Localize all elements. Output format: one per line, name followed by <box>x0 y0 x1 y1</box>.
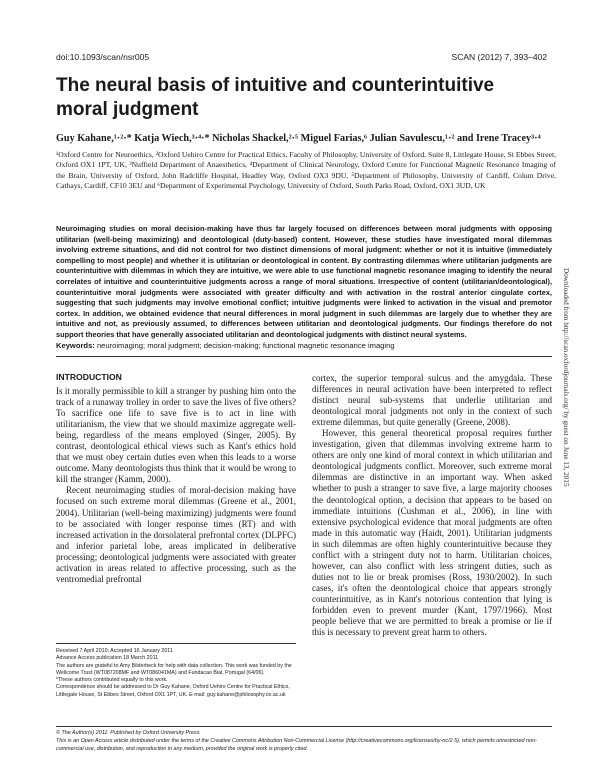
footnote: *These authors contributed equally to this work. <box>56 677 168 684</box>
download-watermark: Downloaded from http://scan.oxfordjournals.org/ by guest on June 13, 2015 <box>562 268 570 487</box>
doi: doi:10.1093/scan/nsr005 <box>56 52 150 62</box>
paragraph: Recent neuroimaging studies of moral-decision making have focused on such extreme moral dilemmas (Greene et al., 2001, 2004). Utilitarian (well-being maximizing) judgments were found to be associated with longer response times (RT) and with increased activation in the dorsolateral prefrontal cortex (DLPFC) and inferior parietal lobe, areas implicated in deliberative processing; deontological judgments were associated with greater activation in areas related to affective processing, such as the ventromedial prefrontal <box>56 485 296 584</box>
keywords-text: neuroimaging; moral judgment; decision-making; functional magnetic resonance imaging <box>96 341 395 350</box>
license-divider <box>56 726 552 727</box>
section-divider <box>56 356 552 357</box>
footnote: Correspondence should be addressed to Dr Guy Kahane, Oxford Uehiro Centre for Practical Ethics, Littlegate House, St Ebbes Street, Oxford OX1 1PT, UK. E-mail: guy.kahane@philosophy.ox.ac.uk <box>56 684 290 698</box>
footnote: The authors are grateful to Amy Bilderbeck for help with data collection. This work was funded by the Wellcome Trust (WT087208MF and WT086041MA) and Fundacao Bial, Portugal (64/06). <box>56 662 292 676</box>
keywords-label: Keywords: <box>56 341 95 350</box>
author-list: Guy Kahane,¹·²·* Katja Wiech,³·⁴·* Nicholas Shackel,²·⁵ Miguel Farias,⁶ Julian Savulescu,¹·² and Irene Tracey³·⁴ <box>56 133 541 144</box>
paragraph: Is it morally permissible to kill a stranger by pushing him onto the track of a runaway trolley in order to save the lives of five others? To sacrifice one life to save five is to act in line with utilitarianism, the view that we should maximize aggregate well-being, regardless of the means employed (Singer, 2005). By contrast, deontological ethical views such as Kant's ethics hold that we must obey certain duties even when this leads to a worse outcome. Many deontologists thus think that it would be wrong to kill the stranger (Kamm, 2000). <box>56 386 296 485</box>
section-heading: INTRODUCTION <box>56 372 122 382</box>
footnote: Received 7 April 2010; Accepted 16 January 2011 <box>56 648 173 654</box>
license <box>56 730 556 753</box>
paragraph: cortex, the superior temporal sulcus and the amygdala. These differences in neural activation have been interpreted to reflect distinct neural sub-systems that underlie utilitarian and deontological moral judgments not only in the context of such extreme dilemmas, but quite generally (Greene, 2008). <box>312 373 552 428</box>
abstract: Neuroimaging studies on moral decision-making have thus far largely focused on differences between moral judgments with opposing utilitarian (well-being maximizing) and deontological (duty-based) content. However, these studies have investigated moral dilemmas involving extreme situations, and did not control for two distinct dimensions of moral judgment: whether or not it is intuitive (immediately compelling to most people) and whether it is utilitarian or deontological in content. By contrasting dilemmas where utilitarian judgments are counterintuitive with dilemmas in which they are intuitive, we were able to use functional magnetic resonance imaging to identify the neural correlates of intuitive and counterintuitive judgments across a range of moral situations. Irrespective of content (utilitarian/deontological), counterintuitive moral judgments were associated with greater difficulty and with activation in the rostral anterior cingulate cortex, suggesting that such judgments may involve emotional conflict; intuitive judgments were linked to activation in the visual and premotor cortex. In addition, we obtained evidence that neural differences in moral judgment in such dilemmas are largely due to whether they are intuitive and not, as previously assumed, to differences between utilitarian and deontological judgments. Our findings therefore do not support theories that have generally associated utilitarian and deontological judgments with distinct neural systems. <box>56 224 552 339</box>
keywords <box>56 341 395 350</box>
footnotes <box>56 648 296 699</box>
right-column <box>312 373 552 638</box>
license-text: This is an Open Access article distributed under the terms of the Creative Commons Attribution Non-Commercial License (http://creativecommons.org/licenses/by-nc/2.5), which permits unrestricted non-commercial use, distribution, and reproduction in any medium, provided the original work is properly cited. <box>56 737 537 752</box>
journal-citation: SCAN (2012) 7, 393–402 <box>451 52 547 62</box>
paper-title: The neural basis of intuitive and counterintuitive moral judgment <box>56 75 495 120</box>
footnote: Advance Access publication 18 March 2011 <box>56 655 159 662</box>
affiliations: ¹Oxford Centre for Neuroethics, ²Oxford Uehiro Centre for Practical Ethics, Faculty of Philosophy, University of Oxford, Suite 8, Littlegate House, St Ebbes Street, Oxford OX1 1PT, UK, ³Nuffield Department of Anaesthetics, ⁴Department of Clinical Neurology, Oxford Centre for Functional Magnetic Resonance Imaging of the Brain, University of Oxford, John Radcliffe Hospital, Headley Way, Oxford OX3 9DU, ⁵Department of Philosophy, University of Cardiff, Colum Drive, Cathays, Cardiff, CF10 3EU and ⁶Department of Experimental Psychology, University of Oxford, South Parks Road, Oxford, OX1 3UD, UK <box>56 150 556 191</box>
paragraph: However, this general theoretical proposal requires further investigation, given that dilemmas involving extreme harm to others are only one kind of moral context in which utilitarian and deontological judgments conflict. Moreover, such extreme moral dilemmas are distinctive in an important way. When asked whether to push a stranger to save five, a large majority chooses the deontological option, a decision that appears to be based on immediate intuitions (Cushman et al., 2006), in line with extensive psychological evidence that moral judgments are often made in this automatic way (Haidt, 2001). Utilitarian judgments in such dilemmas are often highly counterintuitive because they conflict with a stringent duty not to harm. Utilitarian choices, however, can also conflict with less stringent duties, such as duties not to lie or break promises (Ross, 1930/2002). In such cases, it's often the deontological choice that appears strongly counterintuitive, as in Kant's notorious contention that lying is forbidden even to prevent murder (Kant, 1797/1966). Most people believe that we are permitted to break a promise or lie if this is necessary to prevent great harm to others. <box>312 428 552 638</box>
left-column <box>56 386 296 585</box>
footnote-divider <box>56 643 296 644</box>
copyright: © The Author(s) 2011. Published by Oxford University Press. <box>56 730 201 736</box>
